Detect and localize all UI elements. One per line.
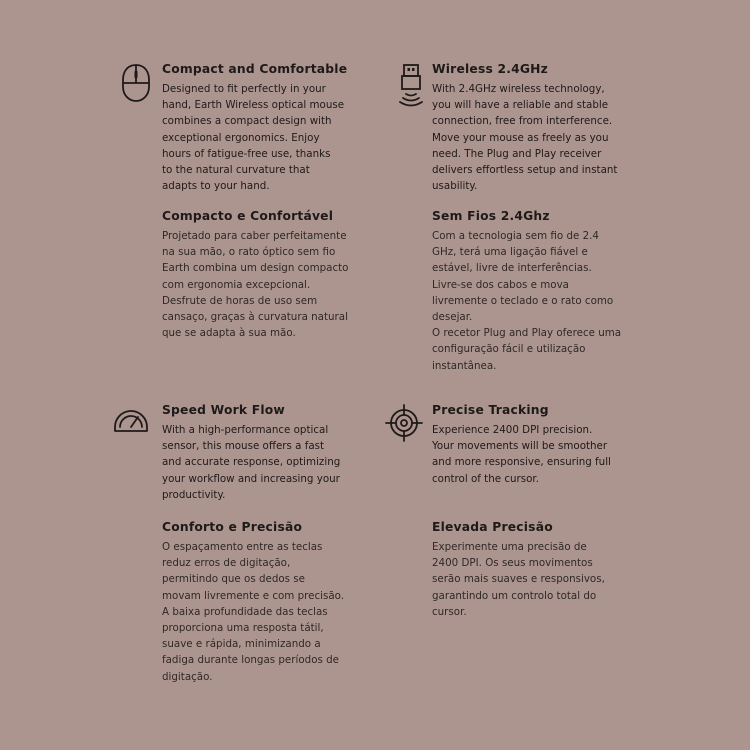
feature-description: With a high-performance optical sensor, this mouse offers a fast and accurate response, optimizing your workflow and increasing your productivity. <box>162 424 341 501</box>
feature-title: Precise Tracking <box>432 403 549 417</box>
feature-pt <box>432 208 647 374</box>
feature-en <box>162 61 377 194</box>
mouse-icon <box>120 63 152 103</box>
feature-description: Designed to fit perfectly in your hand, Earth Wireless optical mouse combines a compact design with exceptional ergonomics. Enjoy hours of fatigue-free use, thanks to the natural curvature that adapts to your hand. <box>162 83 345 193</box>
feature-pt <box>162 519 377 685</box>
feature-description: O espaçamento entre as teclas reduz erros de digitação, permitindo que os dedos se movam livremente e com precisão. A baixa profundidade das teclas proporciona uma resposta tátil, suave e rápida, minimizando a fadiga durante longas períodos de digitação. <box>162 541 345 683</box>
feature-description: Experimente uma precisão de 2400 DPI. Os seus movimentos serão mais suaves e responsivos, garantindo um controlo total do cursor. <box>432 541 605 618</box>
feature-en <box>432 402 647 487</box>
crosshair-target-icon <box>384 403 424 443</box>
feature-title: Conforto e Precisão <box>162 520 303 534</box>
feature-description: Projetado para caber perfeitamente na sua mão, o rato óptico sem fio Earth combina um design compacto com ergonomia excepcional. Desfrute de horas de uso sem cansaço, graças à curvatura natural que se adapta à sua mão. <box>162 230 349 340</box>
feature-description: With 2.4GHz wireless technology, you will have a reliable and stable connection, free from interference. Move your mouse as freely as you need. The Plug and Play receiver delivers effortless setup and instant usability. <box>432 83 618 193</box>
feature-title: Compacto e Confortável <box>162 209 334 223</box>
feature-pt <box>162 208 377 341</box>
speedometer-icon <box>112 406 150 434</box>
feature-en <box>162 402 377 503</box>
feature-title: Sem Fios 2.4Ghz <box>432 209 550 223</box>
feature-description: Com a tecnologia sem fio de 2.4 GHz, terá uma ligação fiável e estável, livre de interferências. Livre-se dos cabos e mova livremente o teclado e o rato como desejar. O recetor Plug and Play oferece uma configuração fácil e utilização instantânea. <box>432 230 622 372</box>
feature-pt <box>432 519 647 620</box>
feature-en <box>432 61 647 194</box>
feature-title: Elevada Precisão <box>432 520 553 534</box>
feature-description: Experience 2400 DPI precision. Your movements will be smoother and more responsive, ensuring full control of the cursor. <box>432 424 611 485</box>
feature-title: Wireless 2.4GHz <box>432 62 548 76</box>
usb-wireless-receiver-icon <box>397 63 425 107</box>
feature-title: Compact and Comfortable <box>162 62 348 76</box>
feature-title: Speed Work Flow <box>162 403 285 417</box>
